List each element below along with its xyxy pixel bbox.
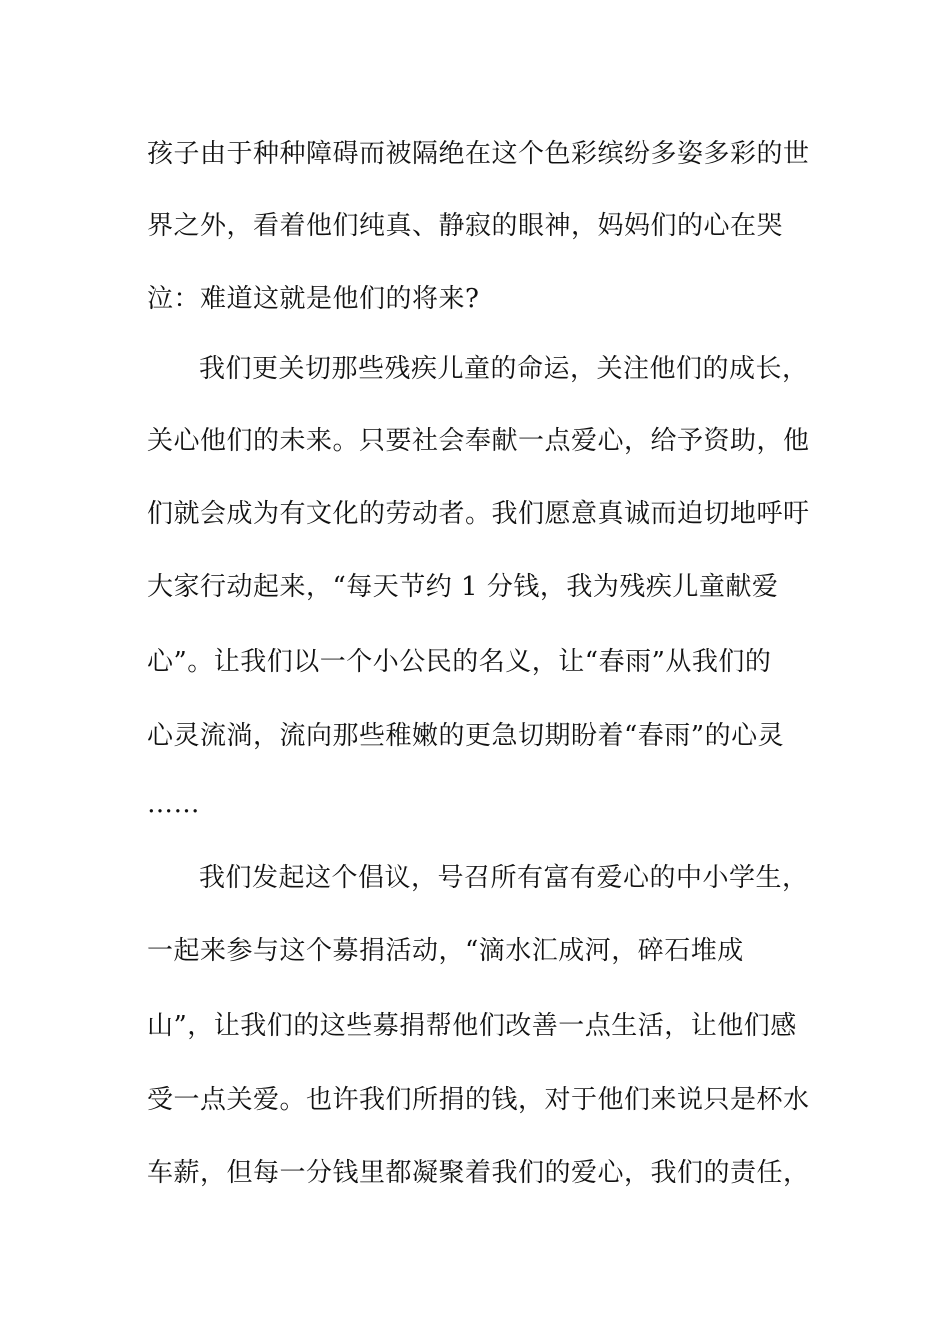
text-line-13: 山”，让我们的这些募捐帮他们改善一点生活，让他们感 [147,1011,797,1041]
text-line-14: 受一点关爱。也许我们所捐的钱，对于他们来说只是杯水 [147,1085,810,1115]
text-line-3: 泣：难道这就是他们的将来? [147,284,480,314]
text-line-15: 车薪，但每一分钱里都凝聚着我们的爱心，我们的责任， [147,1158,810,1188]
text-line-2: 界之外，看着他们纯真、静寂的眼神，妈妈们的心在哭 [147,211,784,241]
text-line-9: 心灵流淌，流向那些稚嫩的更急切期盼着“春雨”的心灵 [147,721,785,751]
paragraph-2-line-1: 我们更关切那些残疾儿童的命运，关注他们的成长， [199,354,809,384]
text-line-12: 一起来参与这个募捐活动，“滴水汇成河，碎石堆成 [147,936,744,966]
paragraph-3-line-1: 我们发起这个倡议，号召所有富有爱心的中小学生， [199,863,809,893]
text-line-6: 们就会成为有文化的劳动者。我们愿意真诚而迫切地呼吁 [147,499,810,529]
text-line-8: 心”。让我们以一个小公民的名义，让“春雨”从我们的 [147,647,772,677]
text-line-5: 关心他们的未来。只要社会奉献一点爱心，给予资助，他 [147,426,810,456]
ellipsis-line: …… [147,789,200,819]
text-line-1: 孩子由于种种障碍而被隔绝在这个色彩缤纷多姿多彩的世 [147,139,810,169]
text-line-7: 大家行动起来，“每天节约 1 分钱，我为残疾儿童献爱 [147,572,779,602]
